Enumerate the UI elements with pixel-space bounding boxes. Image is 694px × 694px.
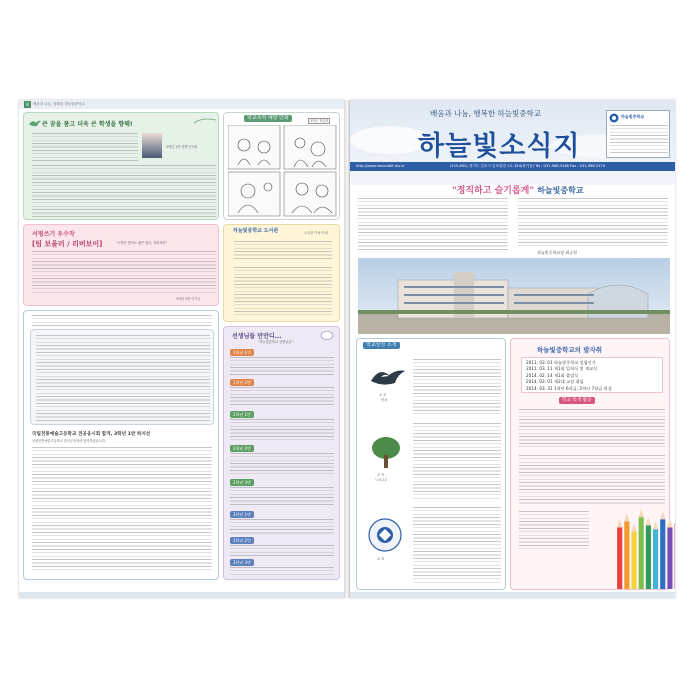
cartoon-panels — [228, 125, 337, 217]
student-photo — [142, 133, 162, 158]
essay-body-text — [32, 251, 216, 295]
symbol-sub-bird: 까치 — [381, 398, 388, 402]
qa-text-7 — [230, 545, 334, 557]
cartoon-box — [223, 112, 340, 220]
interview-title: 국립전통예술고등학교 전공응시회 합격, 3학년 1반 하지선 — [32, 432, 151, 437]
features-text-2 — [519, 455, 665, 505]
teacher-qa-subtitle: "하늘빛중학교 선생님들" — [258, 340, 293, 344]
library-badge: 도서관 이용 안내 — [304, 231, 328, 235]
essay-title: [팀 보울러 / 리버보이] — [32, 240, 103, 248]
library-box — [223, 224, 340, 322]
magpie-icon — [367, 363, 407, 389]
slogan-school: 하늘빛중학교 — [537, 186, 584, 195]
qa-text-3 — [230, 419, 334, 441]
class-tag-3: 2학년 1반 — [230, 411, 254, 418]
interview-qa-text-2 — [32, 447, 212, 573]
cartoon-badge: 3학년 정유미 — [310, 119, 329, 123]
essay-quote: "시작은 맞이도 좋은 법이, 자라서다" — [116, 241, 168, 245]
class-tag-5: 2학년 3반 — [230, 479, 254, 486]
article-body-text — [32, 165, 216, 217]
left-page — [19, 100, 344, 598]
qa-text-2 — [230, 387, 334, 407]
greeting-text-left — [358, 198, 508, 250]
essay-box — [23, 224, 219, 306]
library-title: 하늘빛중학교 도서관 — [233, 228, 279, 234]
symbol-text-tree — [413, 423, 501, 499]
symbol-label-bird: 교 조 — [379, 393, 387, 397]
website-link[interactable]: http://www.haneulbit.ms.kr — [356, 164, 405, 168]
zelkova-tree-icon — [369, 435, 403, 469]
class-tag-1: 1학년 1반 — [230, 349, 254, 356]
symbol-label-emblem: 교 표 — [377, 557, 385, 561]
cartoon-title: 학교폭력 예방 만화 — [244, 115, 292, 122]
timeline-item: 2014. 02. 14 제1회 졸업식 — [526, 372, 579, 378]
interview-box — [23, 310, 219, 580]
qa-text-5 — [230, 487, 334, 507]
running-title: 배움과 나눔, 행복한 하늘빛중학교 — [33, 102, 85, 106]
interview-lead-text — [32, 315, 212, 327]
class-tag-7: 3학년 2반 — [230, 537, 254, 544]
main-article-title: 큰 꿈을 품고 더욱 큰 학생을 향해! — [42, 121, 133, 128]
symbol-label-tree: 교 목 — [377, 473, 385, 477]
leaf-ornament-icon — [194, 117, 216, 125]
colored-pencils-illustration — [593, 509, 675, 589]
history-timeline — [521, 357, 663, 393]
slogan — [452, 183, 584, 196]
masthead-tagline: 배움과 나눔, 행복한 하늘빛중학교 — [430, 109, 541, 118]
right-page — [350, 100, 675, 598]
timeline-item: 2014. 03. 01 제2대 교장 취임 — [526, 379, 584, 385]
school-building-photo — [358, 258, 670, 334]
timeline-item: 2014. 03. 31 1학년 6학급, 2학년 7학급 편성 — [526, 385, 612, 391]
slogan-quote: "정직하고 슬기롭게" — [452, 186, 535, 196]
school-badge-name: 하늘빛중학교 — [621, 114, 645, 119]
class-tag-4: 2학년 2반 — [230, 445, 254, 452]
qa-text-4 — [230, 453, 334, 475]
library-notice-text — [234, 241, 332, 261]
info-bar — [350, 162, 675, 171]
interview-qa-text-1 — [36, 335, 210, 421]
principal-signature: 하늘빛중학교장 최규현 — [537, 250, 577, 255]
timeline-item: 2011. 03. 11 제1회 입학식 및 개교식 — [526, 366, 598, 372]
photo-caption: 3학년 1반 학생 인터뷰 — [166, 145, 198, 149]
masthead-title: 하늘빛소식지 — [418, 131, 581, 162]
symbol-text-emblem — [413, 507, 501, 585]
right-footer — [350, 592, 675, 598]
qa-text-6 — [230, 519, 334, 535]
essay-section-title: 서평쓰기 우수작 — [32, 231, 75, 238]
running-header — [19, 100, 344, 109]
class-tag-2: 1학년 2반 — [230, 379, 254, 386]
school-symbols-box — [356, 338, 506, 590]
history-box — [510, 338, 670, 590]
school-badge-box — [606, 110, 670, 158]
page-number: 8 — [24, 101, 31, 108]
greeting-text-right — [518, 198, 668, 246]
class-tag-6: 3학년 1반 — [230, 511, 254, 518]
symbol-text-bird — [413, 359, 501, 415]
interview-subbox-1 — [30, 329, 214, 425]
teacher-qa-box — [223, 326, 340, 580]
school-symbols-title: 학교상징 소개 — [363, 342, 400, 349]
class-tag-8: 3학년 3반 — [230, 559, 254, 566]
history-title: 하늘빛중학교의 발자취 — [537, 346, 603, 354]
interview-intro: 국립전통예술고등학교 한국무용과에 합격하였습니다. — [32, 439, 106, 443]
qa-text-1 — [230, 357, 334, 375]
essay-byline: 3학년 2반 이기우 — [176, 297, 201, 301]
qa-text-8 — [230, 567, 334, 577]
symbol-sub-tree: 느티나무 — [375, 478, 388, 482]
publication-info-text — [610, 125, 668, 155]
features-title: 학교 특색 활동 — [559, 397, 595, 404]
main-article-box — [23, 112, 219, 220]
article-intro-text — [32, 133, 138, 161]
features-text-3 — [519, 511, 589, 551]
school-emblem-large-icon — [367, 517, 403, 553]
teacher-qa-title: 선생님들 만만디... — [232, 333, 282, 340]
left-footer — [19, 592, 344, 598]
chat-bubble-icon — [320, 331, 334, 341]
address-text: (515-890) 경기도 김포시 김포한강 1로 354(장기동) Tel : 031-986-3166 Fax : 031-986-3170 — [450, 164, 606, 168]
bird-icon — [28, 118, 42, 128]
features-text-1 — [519, 409, 665, 449]
newsletter-spread — [19, 100, 675, 598]
timeline-item: 2011. 03. 01 하늘빛중학교 설립인가 — [526, 360, 596, 365]
library-rules-text — [234, 267, 332, 315]
school-emblem-icon — [609, 113, 619, 123]
